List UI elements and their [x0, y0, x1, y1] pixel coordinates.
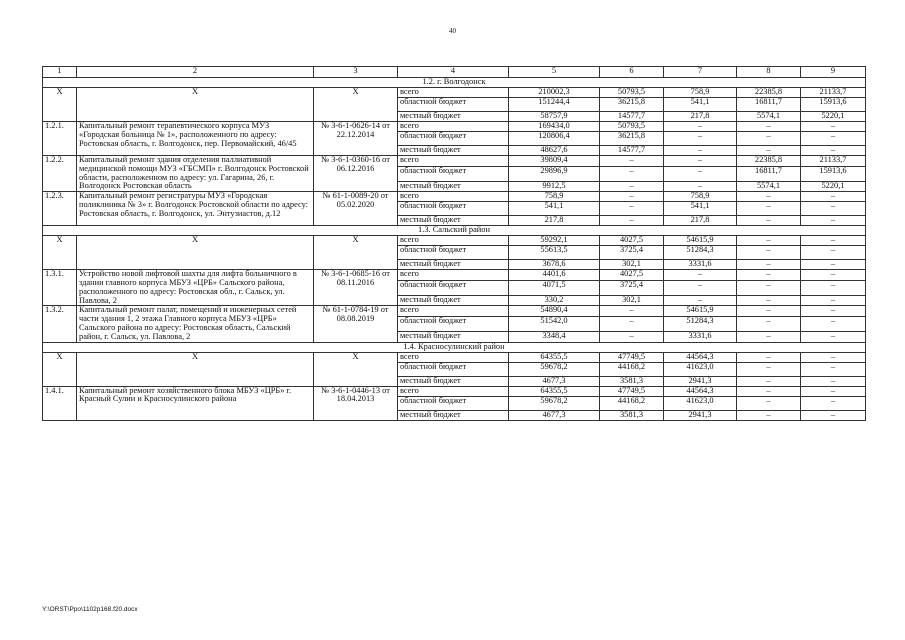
- item-name: Х: [77, 88, 314, 122]
- amount-cell: 50793,5: [600, 88, 664, 98]
- amount-cell: 541,1: [664, 98, 737, 112]
- amount-cell: –: [737, 146, 801, 156]
- amount-cell: 44168,2: [600, 362, 664, 376]
- amount-cell: –: [737, 192, 801, 202]
- amount-cell: 29896,9: [509, 166, 600, 181]
- budget-label: областной бюджет: [398, 132, 509, 146]
- amount-cell: –: [664, 181, 737, 192]
- amount-cell: 14577,7: [600, 146, 664, 156]
- amount-cell: –: [737, 236, 801, 246]
- budget-label: местный бюджет: [398, 260, 509, 270]
- amount-cell: 36215,8: [600, 98, 664, 112]
- amount-cell: –: [600, 331, 664, 342]
- amount-cell: –: [664, 166, 737, 181]
- amount-cell: 54615,9: [664, 236, 737, 246]
- amount-cell: –: [664, 122, 737, 132]
- amount-cell: –: [600, 192, 664, 202]
- amount-cell: 51542,0: [509, 317, 600, 332]
- column-header: 2: [77, 67, 314, 78]
- amount-cell: 54615,9: [664, 306, 737, 317]
- column-header: 4: [398, 67, 509, 78]
- amount-cell: –: [801, 216, 866, 226]
- budget-label: областной бюджет: [398, 246, 509, 260]
- item-name: Х: [77, 236, 314, 270]
- item-document: № 3-6-1-0685-16 от 08.11.2016: [314, 270, 398, 306]
- item-document: № 3-6-1-0626-14 от 22.12.2014: [314, 122, 398, 156]
- section-row: [43, 226, 866, 236]
- amount-cell: –: [801, 192, 866, 202]
- amount-cell: 210002,3: [509, 88, 600, 98]
- summary-row: [43, 236, 866, 246]
- budget-label: областной бюджет: [398, 396, 509, 410]
- column-header: 8: [737, 67, 801, 78]
- budget-label: всего: [398, 270, 509, 281]
- item-number: Х: [43, 236, 77, 270]
- amount-cell: –: [801, 260, 866, 270]
- budget-label: всего: [398, 156, 509, 167]
- amount-cell: 3581,3: [600, 376, 664, 386]
- amount-cell: –: [801, 202, 866, 216]
- amount-cell: –: [801, 146, 866, 156]
- amount-cell: 5220,1: [801, 112, 866, 122]
- amount-cell: 51284,3: [664, 246, 737, 260]
- item-row: [43, 192, 866, 202]
- amount-cell: 14577,7: [600, 112, 664, 122]
- item-number: 1.2.3.: [43, 192, 77, 226]
- amount-cell: 64355,5: [509, 352, 600, 362]
- amount-cell: 64355,5: [509, 386, 600, 396]
- amount-cell: 21133,7: [801, 88, 866, 98]
- amount-cell: –: [664, 280, 737, 295]
- amount-cell: –: [600, 317, 664, 332]
- amount-cell: 47749,5: [600, 352, 664, 362]
- amount-cell: –: [600, 306, 664, 317]
- amount-cell: 16811,7: [737, 166, 801, 181]
- amount-cell: 4677,3: [509, 410, 600, 420]
- column-header: 7: [664, 67, 737, 78]
- amount-cell: 59678,2: [509, 362, 600, 376]
- amount-cell: –: [801, 376, 866, 386]
- amount-cell: 59678,2: [509, 396, 600, 410]
- amount-cell: 4027,5: [600, 236, 664, 246]
- budget-label: областной бюджет: [398, 202, 509, 216]
- amount-cell: –: [737, 202, 801, 216]
- amount-cell: –: [737, 270, 801, 281]
- budget-label: всего: [398, 306, 509, 317]
- budget-label: областной бюджет: [398, 166, 509, 181]
- amount-cell: 9912,5: [509, 181, 600, 192]
- item-number: 1.4.1.: [43, 386, 77, 420]
- amount-cell: 59292,1: [509, 236, 600, 246]
- column-header: 1: [43, 67, 77, 78]
- item-row: [43, 122, 866, 132]
- amount-cell: 16811,7: [737, 98, 801, 112]
- amount-cell: 541,1: [664, 202, 737, 216]
- item-number: 1.3.2.: [43, 306, 77, 342]
- amount-cell: –: [737, 122, 801, 132]
- amount-cell: 302,1: [600, 295, 664, 306]
- amount-cell: –: [664, 156, 737, 167]
- column-header: 3: [314, 67, 398, 78]
- budget-label: областной бюджет: [398, 280, 509, 295]
- item-row: [43, 306, 866, 317]
- item-document: № 61-1-0089-20 от 05.02.2020: [314, 192, 398, 226]
- amount-cell: –: [801, 295, 866, 306]
- amount-cell: 5220,1: [801, 181, 866, 192]
- amount-cell: 15913,6: [801, 166, 866, 181]
- budget-label: областной бюджет: [398, 317, 509, 332]
- amount-cell: 120806,4: [509, 132, 600, 146]
- amount-cell: 41623,0: [664, 396, 737, 410]
- amount-cell: –: [737, 317, 801, 332]
- amount-cell: 3725,4: [600, 280, 664, 295]
- item-name: Капитальный ремонт палат, помещений и инженерных сетей части здания 1, 2 этажа Главного корпуса МБУЗ «ЦРБ» Сальского района по адресу: Ростовская область, Сальский район, г. Сальск, ул. Павлова, 2: [77, 306, 314, 342]
- budget-label: областной бюджет: [398, 98, 509, 112]
- amount-cell: 169434,0: [509, 122, 600, 132]
- amount-cell: 4027,5: [600, 270, 664, 281]
- budget-label: местный бюджет: [398, 331, 509, 342]
- section-title: 1.2. г. Волгодонск: [43, 78, 866, 88]
- amount-cell: 3725,4: [600, 246, 664, 260]
- summary-row: [43, 88, 866, 98]
- amount-cell: 758,9: [509, 192, 600, 202]
- amount-cell: –: [737, 280, 801, 295]
- amount-cell: –: [801, 280, 866, 295]
- budget-label: местный бюджет: [398, 216, 509, 226]
- item-name: Капитальный ремонт регистратуры МУЗ «Городская поликлиника № 3» г. Волгодонск Ростовской области по адресу: Ростовская область, г. Волгодонск, ул. Энтузиастов, д.12: [77, 192, 314, 226]
- section-title: 1.4. Красносулинский район: [43, 342, 866, 352]
- amount-cell: 54890,4: [509, 306, 600, 317]
- item-number: Х: [43, 88, 77, 122]
- amount-cell: –: [737, 295, 801, 306]
- amount-cell: –: [737, 396, 801, 410]
- amount-cell: 3348,4: [509, 331, 600, 342]
- amount-cell: –: [737, 362, 801, 376]
- budget-label: всего: [398, 122, 509, 132]
- amount-cell: –: [600, 166, 664, 181]
- amount-cell: 217,8: [664, 216, 737, 226]
- budget-label: местный бюджет: [398, 112, 509, 122]
- amount-cell: 758,9: [664, 88, 737, 98]
- amount-cell: –: [737, 132, 801, 146]
- amount-cell: 302,1: [600, 260, 664, 270]
- section-row: [43, 342, 866, 352]
- amount-cell: 51284,3: [664, 317, 737, 332]
- budget-label: местный бюджет: [398, 181, 509, 192]
- amount-cell: 48627,6: [509, 146, 600, 156]
- amount-cell: –: [600, 202, 664, 216]
- amount-cell: –: [801, 132, 866, 146]
- amount-cell: 2941,3: [664, 410, 737, 420]
- page-number: 40: [449, 27, 456, 35]
- budget-label: областной бюджет: [398, 362, 509, 376]
- amount-cell: –: [737, 386, 801, 396]
- amount-cell: –: [801, 306, 866, 317]
- amount-cell: 36215,8: [600, 132, 664, 146]
- amount-cell: 758,9: [664, 192, 737, 202]
- amount-cell: –: [801, 352, 866, 362]
- item-name: Капитальный ремонт здания отделения паллиативной медицинской помощи МУЗ «ГБСМП» г. Волгодонск Ростовской области, расположенном по адресу: ул. Гагарина, 26, г. Волгодонск Ростовская область: [77, 156, 314, 192]
- amount-cell: –: [801, 246, 866, 260]
- amount-cell: 22385,8: [737, 88, 801, 98]
- column-header: 5: [509, 67, 600, 78]
- amount-cell: 4071,5: [509, 280, 600, 295]
- amount-cell: 22385,8: [737, 156, 801, 167]
- budget-label: всего: [398, 352, 509, 362]
- amount-cell: –: [600, 216, 664, 226]
- amount-cell: –: [737, 352, 801, 362]
- item-document: № 3-6-1-0446-13 от 18.04.2013: [314, 386, 398, 420]
- budget-label: всего: [398, 88, 509, 98]
- amount-cell: 41623,0: [664, 362, 737, 376]
- amount-cell: 44564,3: [664, 386, 737, 396]
- amount-cell: –: [737, 306, 801, 317]
- item-name: Капитальный ремонт терапевтического корпуса МУЗ «Городская больница № 1», расположенного по адресу: Ростовская область, г. Волгодонск, пер. Первомайский, 46/45: [77, 122, 314, 156]
- amount-cell: –: [664, 270, 737, 281]
- item-number: Х: [43, 352, 77, 386]
- amount-cell: 44564,3: [664, 352, 737, 362]
- column-header: 9: [801, 67, 866, 78]
- item-document: Х: [314, 352, 398, 386]
- budget-label: местный бюджет: [398, 376, 509, 386]
- item-name: Капитальный ремонт хозяйственного блока МБУЗ «ЦРБ» г. Красный Сулин и Красносулинского района: [77, 386, 314, 420]
- amount-cell: 5574,1: [737, 181, 801, 192]
- amount-cell: –: [737, 376, 801, 386]
- item-document: Х: [314, 236, 398, 270]
- amount-cell: 541,1: [509, 202, 600, 216]
- budget-label: местный бюджет: [398, 146, 509, 156]
- amount-cell: –: [664, 132, 737, 146]
- item-row: [43, 270, 866, 281]
- amount-cell: 151244,4: [509, 98, 600, 112]
- file-path-footer: Y:\ORST\Ppo\1102p168.f20.docx: [42, 606, 138, 613]
- amount-cell: –: [801, 236, 866, 246]
- amount-cell: –: [600, 156, 664, 167]
- amount-cell: –: [737, 216, 801, 226]
- item-number: 1.3.1.: [43, 270, 77, 306]
- summary-row: [43, 352, 866, 362]
- budget-label: всего: [398, 192, 509, 202]
- amount-cell: 44168,2: [600, 396, 664, 410]
- amount-cell: 4401,6: [509, 270, 600, 281]
- budget-label: всего: [398, 236, 509, 246]
- amount-cell: 3678,6: [509, 260, 600, 270]
- amount-cell: 15913,6: [801, 98, 866, 112]
- amount-cell: –: [801, 122, 866, 132]
- amount-cell: –: [801, 386, 866, 396]
- amount-cell: 330,2: [509, 295, 600, 306]
- amount-cell: 39809,4: [509, 156, 600, 167]
- header-row: [43, 67, 866, 78]
- section-row: [43, 78, 866, 88]
- amount-cell: –: [737, 410, 801, 420]
- item-document: № 3-6-1-0360-16 от 06.12.2016: [314, 156, 398, 192]
- program-table: [42, 66, 866, 421]
- amount-cell: –: [801, 396, 866, 410]
- column-header: 6: [600, 67, 664, 78]
- budget-label: всего: [398, 386, 509, 396]
- amount-cell: –: [737, 331, 801, 342]
- section-title: 1.3. Сальский район: [43, 226, 866, 236]
- amount-cell: –: [600, 181, 664, 192]
- item-name: Устройство новой лифтовой шахты для лифта больничного в здании главного корпуса МБУЗ «ЦРБ» Сальского района, расположенного по адресу: Ростовская обл., г. Сальск, ул. Павлова, 2: [77, 270, 314, 306]
- amount-cell: 3331,6: [664, 260, 737, 270]
- amount-cell: –: [801, 317, 866, 332]
- item-number: 1.2.2.: [43, 156, 77, 192]
- amount-cell: 50793,5: [600, 122, 664, 132]
- amount-cell: 55613,5: [509, 246, 600, 260]
- amount-cell: 58757,9: [509, 112, 600, 122]
- amount-cell: –: [801, 362, 866, 376]
- item-document: № 61-1-0784-19 от 08.08.2019: [314, 306, 398, 342]
- amount-cell: –: [737, 246, 801, 260]
- amount-cell: –: [801, 410, 866, 420]
- amount-cell: 2941,3: [664, 376, 737, 386]
- amount-cell: 47749,5: [600, 386, 664, 396]
- amount-cell: 3581,3: [600, 410, 664, 420]
- budget-label: местный бюджет: [398, 410, 509, 420]
- item-document: Х: [314, 88, 398, 122]
- amount-cell: –: [801, 270, 866, 281]
- amount-cell: 217,8: [664, 112, 737, 122]
- amount-cell: 21133,7: [801, 156, 866, 167]
- budget-label: местный бюджет: [398, 295, 509, 306]
- item-row: [43, 156, 866, 167]
- amount-cell: –: [737, 260, 801, 270]
- amount-cell: –: [664, 146, 737, 156]
- amount-cell: 4677,3: [509, 376, 600, 386]
- item-row: [43, 386, 866, 396]
- item-name: Х: [77, 352, 314, 386]
- amount-cell: –: [664, 295, 737, 306]
- amount-cell: 5574,1: [737, 112, 801, 122]
- item-number: 1.2.1.: [43, 122, 77, 156]
- amount-cell: 3331,6: [664, 331, 737, 342]
- amount-cell: 217,8: [509, 216, 600, 226]
- amount-cell: –: [801, 331, 866, 342]
